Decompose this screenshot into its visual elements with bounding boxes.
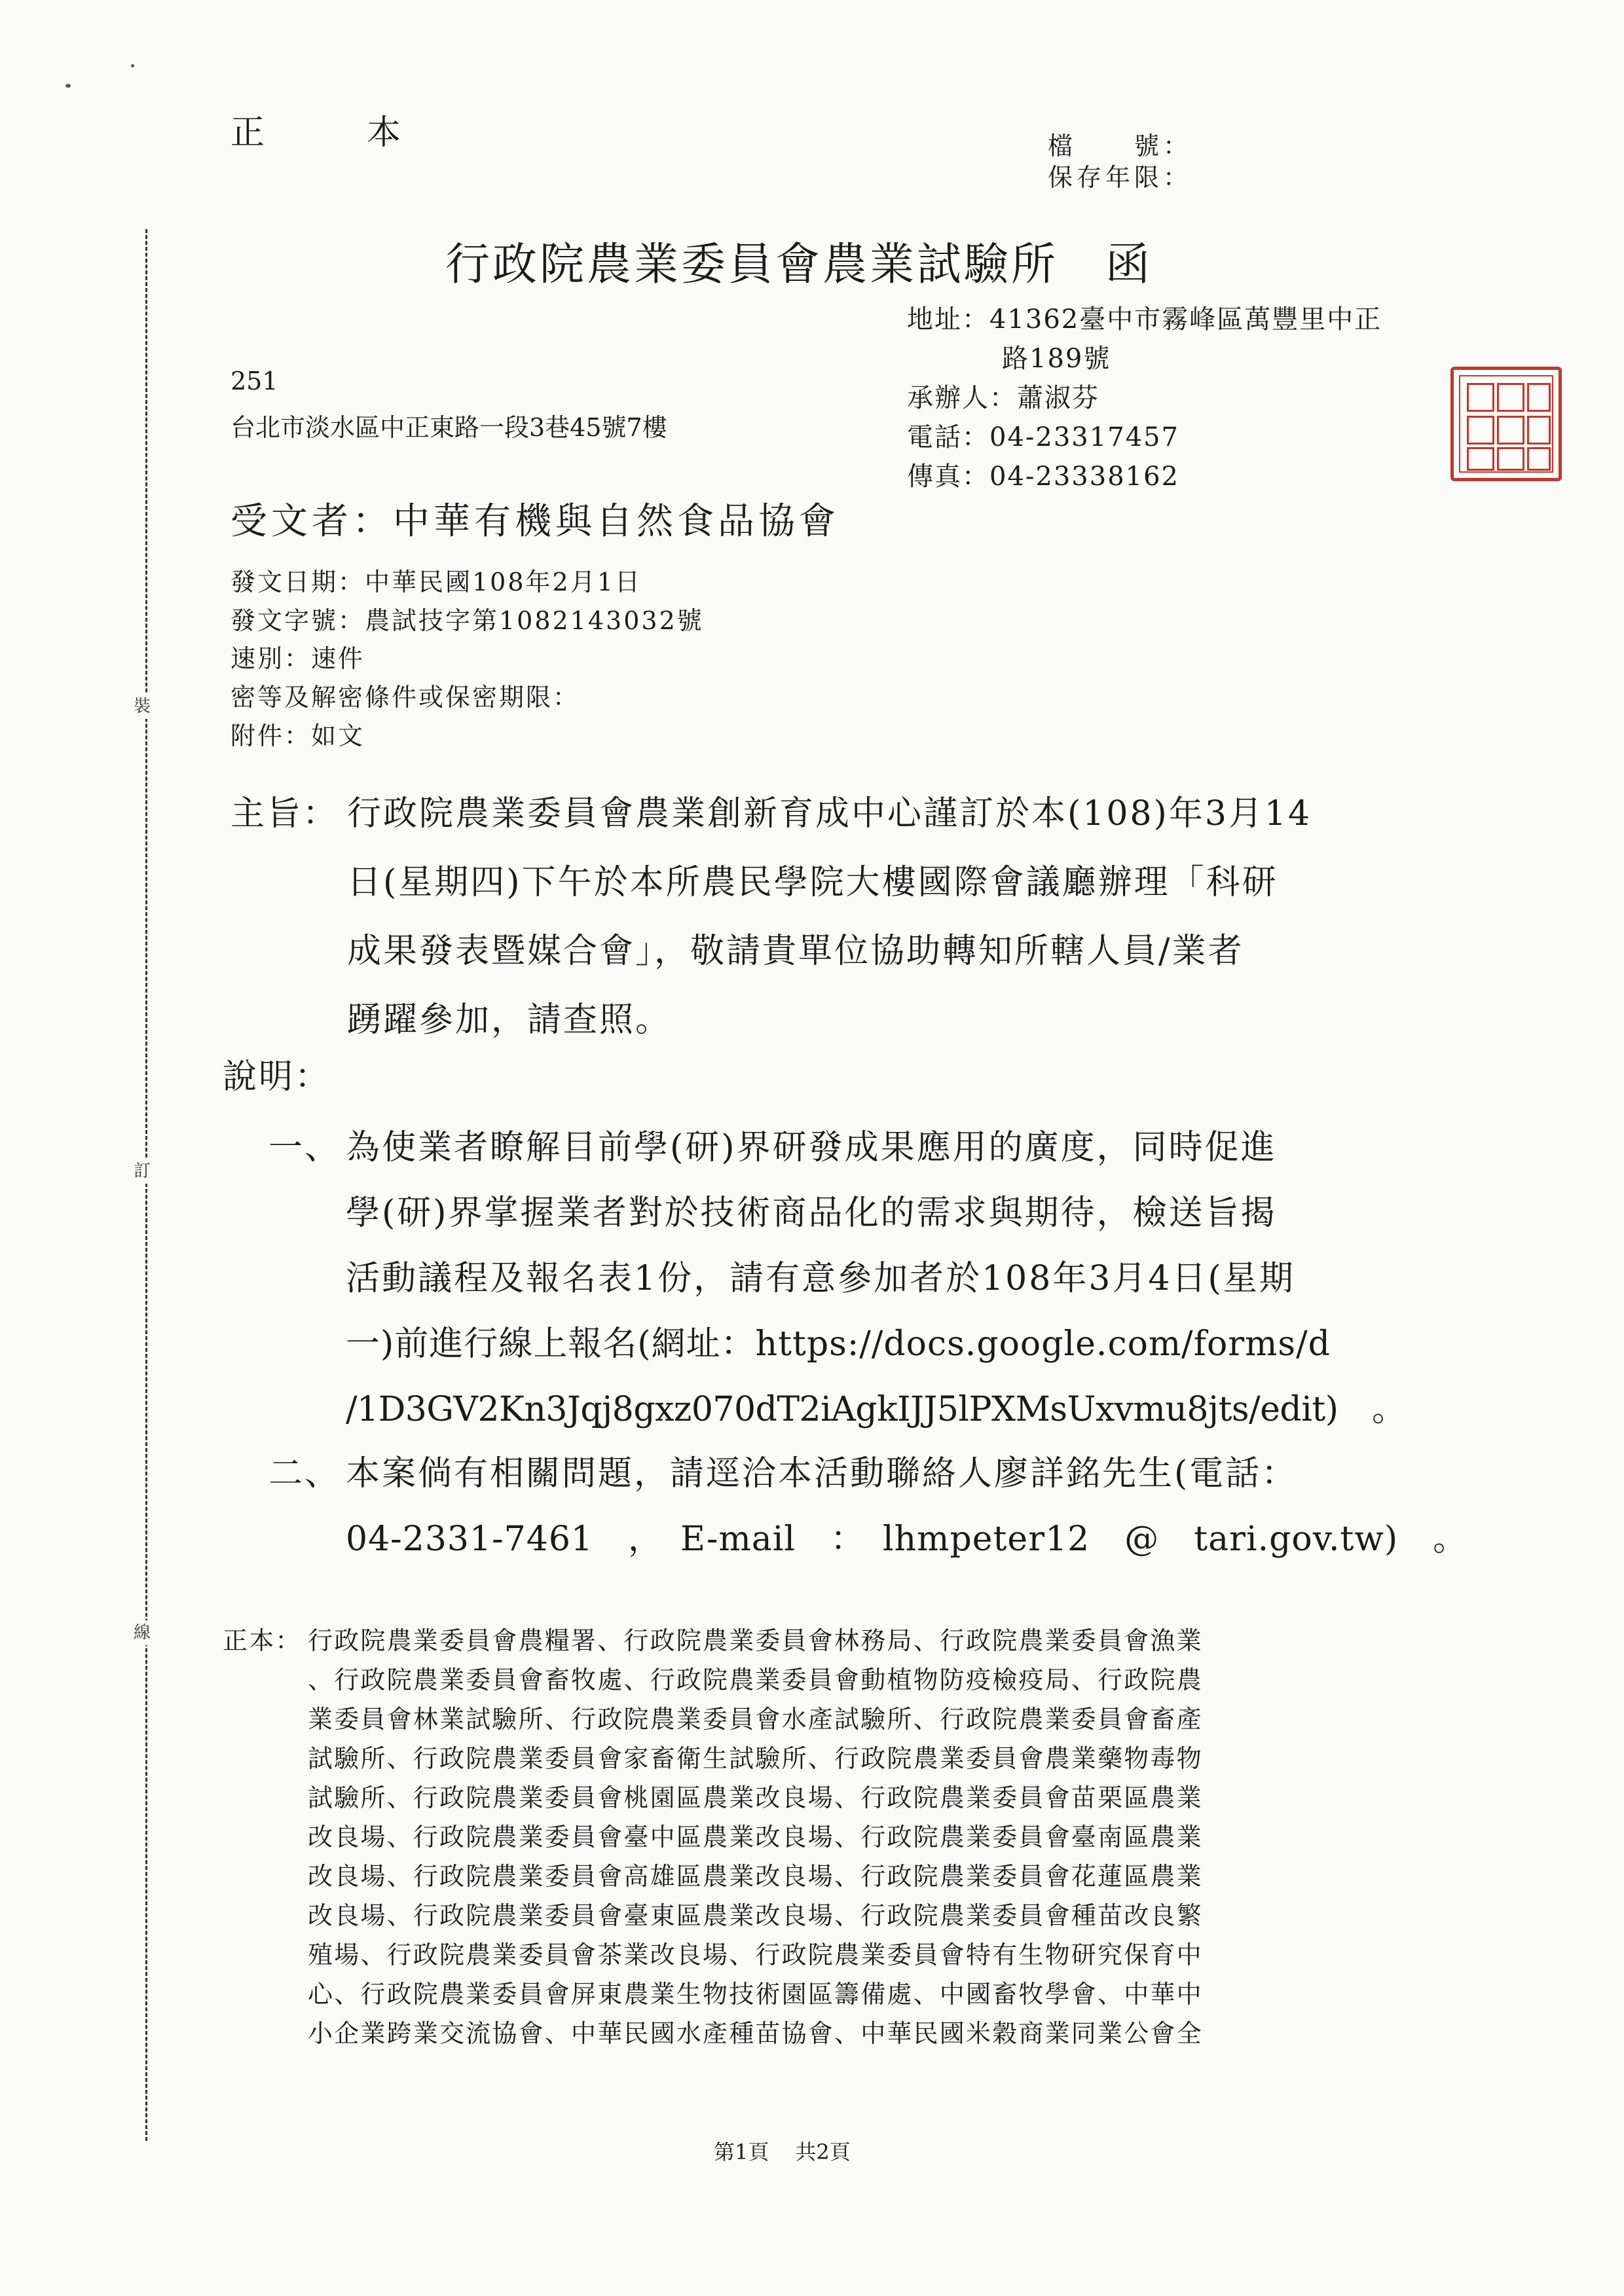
copies-line: 、行政院農業委員會畜牧處、行政院農業委員會動植物防疫檢疫局、行政院農 [308,1666,1203,1694]
copies-line: 試驗所、行政院農業委員會桃園區農業改良場、行政院農業委員會苗栗區農業 [308,1783,1203,1812]
file-number: 檔 號： [1048,132,1192,160]
copy-mark: 正 本 [231,113,435,153]
explanation-label: 說明： [223,1057,331,1097]
item-line: /1D3GV2Kn3Jqj8gxz070dT2iAgkIJJ5lPXMsUxvmu8jts/edit) 。 [346,1390,1406,1429]
agency-name: 行政院農業委員會農業試驗所 [445,239,1059,291]
copies-to-label: 正本： [223,1626,302,1655]
item-marker: 一、 [268,1128,341,1167]
phone: 電話：04-23317457 [907,422,1180,452]
item-line: 本案倘有相關問題，請逕洽本活動聯絡人廖詳銘先生(電話： [346,1454,1298,1493]
binding-mark: 訂 [134,1159,151,1184]
item-line: 為使業者瞭解目前學(研)界研發成果應用的廣度，同時促進 [346,1128,1277,1167]
page-footer [714,2136,877,2166]
copies-line: 小企業跨業交流協會、中華民國水產種苗協會、中華民國米穀商業同業公會全 [308,2019,1203,2048]
subject-line: 成果發表暨媒合會」，敬請貴單位協助轉知所轄人員/業者 [347,932,1244,971]
copies-line: 殖場、行政院農業委員會茶業改良場、行政院農業委員會特有生物研究保育中 [308,1941,1203,1969]
page-number: 第1頁 [714,2140,769,2164]
official-seal [1450,367,1562,481]
copies-line: 心、行政院農業委員會屏東農業生物技術園區籌備處、中國畜牧學會、中華中 [308,1980,1203,2009]
recipient-street: 台北市淡水區中正東路一段3巷45號7樓 [231,413,667,442]
copies-line: 改良場、行政院農業委員會高雄區農業改良場、行政院農業委員會花蓮區農業 [308,1862,1203,1891]
subject-line: 行政院農業委員會農業創新育成中心謹訂於本(108)年3月14 [347,794,1312,833]
speed-class: 速別：速件 [231,644,365,673]
document-title [445,229,1153,293]
issue-date: 發文日期：中華民國108年2月1日 [231,568,642,596]
subject-line: 踴躍參加，請查照。 [347,1000,672,1040]
item-line: 04-2331-7461 ， E-mail ： lhmpeter12 @ tari.gov.tw) 。 [346,1520,1468,1559]
scan-speck [131,64,134,67]
handler: 承辦人：蕭淑芬 [907,383,1099,413]
document-number: 發文字號：農試技字第1082143032號 [231,606,704,635]
copies-line: 行政院農業委員會農糧署、行政院農業委員會林務局、行政院農業委員會漁業 [308,1626,1203,1655]
item-line: 學(研)界掌握業者對於技術商品化的需求與期待，檢送旨揭 [346,1194,1277,1233]
secrecy-level: 密等及解密條件或保密期限： [231,683,580,712]
subject-label: 主旨： [231,794,339,833]
fax: 傳真：04-23338162 [907,462,1180,492]
copies-line: 試驗所、行政院農業委員會家畜衛生試驗所、行政院農業委員會農業藥物毒物 [308,1744,1203,1773]
item-line: 活動議程及報名表1份，請有意參加者於108年3月4日(星期 [346,1259,1295,1298]
item-line: 一)前進行線上報名(網址：https://docs.google.com/forms/d [346,1324,1331,1364]
document-type: 函 [1105,239,1153,291]
copies-line: 改良場、行政院農業委員會臺東區農業改良場、行政院農業委員會種苗改良繁 [308,1901,1203,1930]
subject-line: 日(星期四)下午於本所農民學院大樓國際會議廳辦理「科研 [347,863,1278,902]
retention-period: 保存年限： [1048,163,1192,192]
item-marker: 二、 [268,1454,341,1493]
sender-address-cont: 路189號 [1002,344,1111,374]
attachment: 附件：如文 [231,721,365,750]
postal-code: 251 [231,367,278,395]
recipient: 受文者：中華有機與自然食品協會 [231,500,840,543]
binding-line [145,229,147,2141]
binding-mark: 裝 [134,694,151,719]
copies-line: 業委員會林業試驗所、行政院農業委員會水產試驗所、行政院農業委員會畜產 [308,1705,1203,1734]
page-total: 共2頁 [795,2140,851,2164]
binding-mark: 線 [134,1620,151,1645]
copies-line: 改良場、行政院農業委員會臺中區農業改良場、行政院農業委員會臺南區農業 [308,1823,1203,1851]
scan-speck [65,84,71,88]
sender-address: 地址：41362臺中市霧峰區萬豐里中正 [907,304,1382,335]
